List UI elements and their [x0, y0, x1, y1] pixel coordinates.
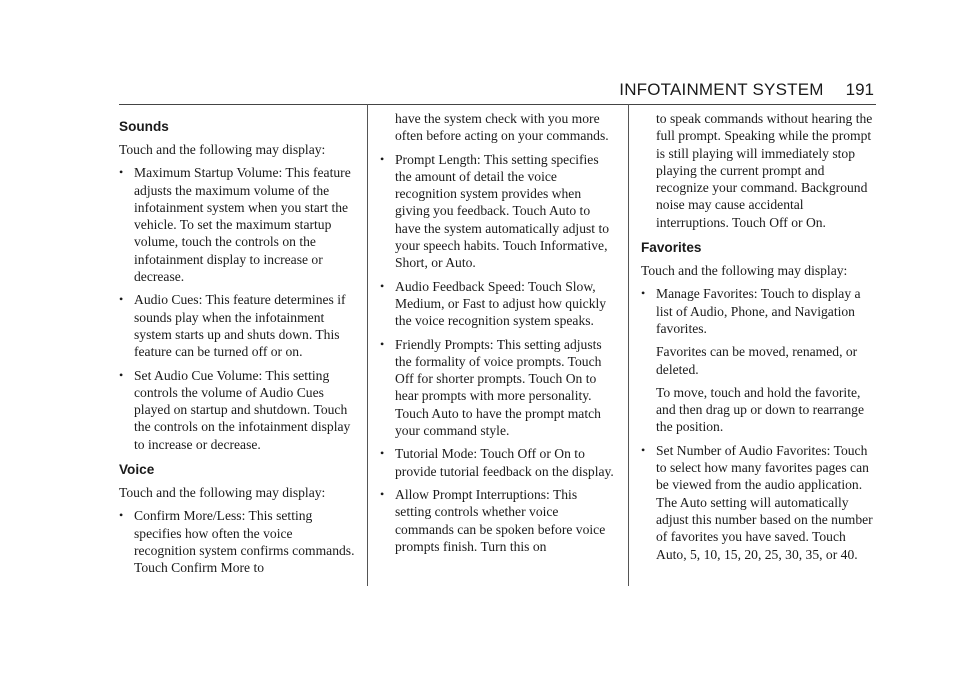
column-1 [119, 110, 355, 583]
voice-heading: Voice [119, 462, 155, 478]
list-item: • Set Number of Audio Favorites: Touch to select how many favorites pages can be viewed from the audio application. The Auto setting will automatically adjust this number based on the number of favorites you have saved. Touch Auto, 5, 10, 15, 20, 25, 30, 35, or 40. [641, 442, 877, 563]
header-rule [119, 104, 876, 105]
column-3 [641, 110, 877, 569]
voice-intro: Touch and the following may display: [119, 485, 326, 501]
list-item: • Audio Feedback Speed: Touch Slow, Medium, or Fast to adjust how quickly the voice recognition system speaks. [380, 278, 616, 330]
list-item: • Manage Favorites: Touch to display a list of Audio, Phone, and Navigation favorites. [641, 285, 877, 337]
list-item: • Confirm More/Less: This setting specifies how often the voice recognition system confirms commands. Touch Confirm More to [119, 507, 355, 576]
continued-text: have the system check with you more often before acting on your commands. [395, 111, 609, 144]
section-title: INFOTAINMENT SYSTEM [619, 80, 824, 99]
list-item: • Friendly Prompts: This setting adjusts the formality of voice prompts. Touch Off for shorter prompts. Touch On to hear prompts with more personality. Touch Auto to have the prompt match your command style. [380, 336, 616, 440]
sub-paragraph: To move, touch and hold the favorite, and then drag up or down to rearrange the position. [656, 384, 864, 435]
column-divider [628, 104, 629, 586]
list-item: • Maximum Startup Volume: This feature adjusts the maximum volume of the infotainment system when you start the vehicle. To set the maximum startup volume, touch the controls on the infotainment display to increase or decrease. [119, 164, 355, 285]
favorites-heading: Favorites [641, 240, 702, 256]
page-header [619, 80, 874, 100]
list-item: • Set Audio Cue Volume: This setting controls the volume of Audio Cues played on startup and shutdown. Touch the controls on the infotainment display to increase or decrease. [119, 367, 355, 453]
favorites-intro: Touch and the following may display: [641, 263, 848, 279]
page-number: 191 [845, 80, 874, 99]
list-item: • Allow Prompt Interruptions: This setting controls whether voice commands can be spoken before voice prompts finish. Turn this on [380, 486, 616, 555]
list-item: • Prompt Length: This setting specifies the amount of detail the voice recognition system provides when giving you feedback. Touch Auto to have the system automatically adjust to your speech habits. Touch Informative, Short, or Auto. [380, 151, 616, 272]
column-2 [380, 110, 616, 561]
column-divider [367, 104, 368, 586]
list-item: • Tutorial Mode: Touch Off or On to provide tutorial feedback on the display. [380, 445, 616, 480]
list-item: • Audio Cues: This feature determines if sounds play when the infotainment system starts up and shuts down. This feature can be turned off or on. [119, 291, 355, 360]
sub-paragraph: Favorites can be moved, renamed, or deleted. [656, 344, 858, 377]
continued-text: to speak commands without hearing the full prompt. Speaking while the prompt is still playing will immediately stop playing the current prompt and recognize your command. Background noise may cause accidental interruptions. Touch Off or On. [656, 111, 873, 230]
sounds-intro: Touch and the following may display: [119, 142, 326, 157]
sounds-heading: Sounds [119, 119, 169, 134]
